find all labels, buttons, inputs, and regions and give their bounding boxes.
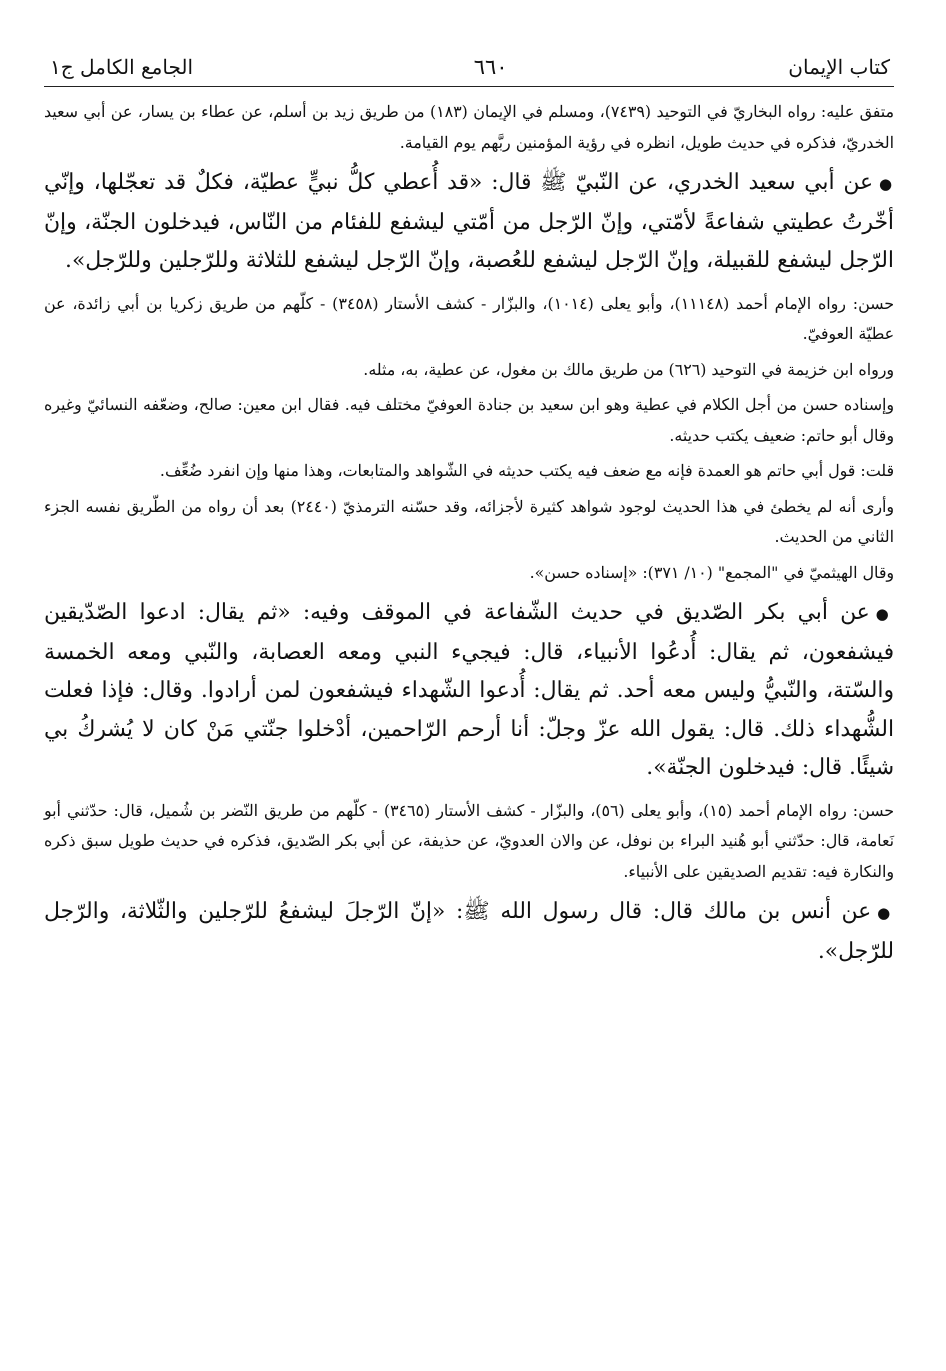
bullet-icon: ● (877, 904, 894, 922)
bullet-icon: ● (875, 605, 894, 623)
hadith-body: عن أنس بن مالك قال: قال رسول الله ﷺ: «إنّ الرّجلَ ليشفعُ للرّجلين والثّلاثة، والرّجل للرّجل». (44, 899, 894, 964)
takhrij-note: وأرى أنه لم يخطئ في هذا الحديث لوجود شواهد كثيرة لأجزائه، وقد حسّنه الترمذيّ (٢٤٤٠) بعد أن رواه من الطّريق نفسه الجزء الثاني من الحديث. (44, 496, 895, 546)
takhrij-note: وإسناده حسن من أجل الكلام في عطية وهو ابن سعيد بن جنادة العوفيّ مختلف فيه. فقال ابن معين: صالح، وضعّفه النسائيّ وغيره وقال أبو حاتم: ضعيف يكتب حديثه. (44, 395, 894, 445)
book-title: كتاب الإيمان (788, 55, 890, 79)
hadith-text (44, 893, 894, 971)
hadith-body: عن أبي سعيد الخدري، عن النّبيّ ﷺ قال: «قد أُعطي كلُّ نبيٍّ عطيّة، فكلٌ قد تعجّلها، وإنّي أخّرتُ عطيتي شفاعةً لأمّتي، وإنّ الرّجل من أمّتي ليشفع للفئام من النّاس، فيدخلون الجنّة، وإنّ الرّجل ليشفع للقبيلة، وإنّ الرّجل ليشفع للعُصبة، وإنّ الرّجل ليشفع للثلاثة وللرّجلين وللرّجل». (44, 170, 894, 273)
hadith-text (44, 164, 894, 281)
takhrij-note: وقال الهيثميّ في "المجمع" (١٠/ ٣٧١): «إسناده حسن». (529, 562, 894, 582)
takhrij-note: متفق عليه: رواه البخاريّ في التوحيد (٧٤٣٩)، ومسلم في الإيمان (١٨٣) من طريق زيد بن أسلم، عن عطاء بن يسار، عن أبي سعيد الخدريّ، فذكره في حديث طويل، انظره في رؤية المؤمنين ربَّهم يوم القيامة. (44, 102, 894, 152)
takhrij-note: حسن: رواه الإمام أحمد (١٥)، وأبو يعلى (٥٦)، والبزّار - كشف الأستار (٣٤٦٥) - كلّهم من طريق النّضر بن شُميل، قال: حدّثني أبو نَعامة، قال: حدّثني أبو هُنيد البراء بن نوفل، عن والان العدويّ، عن حذيفة، عن أبي بكر الصّديق، فذكره في حديث طويل سبق ذكره والنكارة فيه: تقديم الصديقين على الأنبياء. (44, 800, 894, 881)
takhrij-note: ورواه ابن خزيمة في التوحيد (٦٢٦) من طريق مالك بن مغول، عن عطية، به، مثله. (363, 359, 894, 379)
page-header (44, 52, 894, 86)
hadith-body: عن أبي بكر الصّديق في حديث الشّفاعة في الموقف وفيه: «ثم يقال: ادعوا الصّدّيقين فيشفعون، ثم يقال: أُدعُوا الأنبياء، قال: فيجيء النبي ومعه العصابة، والنّبي ومعه الخمسة والسّتة، والنّبيُّ وليس معه أحد. ثم يقال: أُدعوا الشّهداء فيشفعون لمن أرادوا. وقال: فإذا فعلت الشُّهداء ذلك. قال: يقول الله عزّ وجلّ: أنا أرحم الرّاحمين، أدْخلوا جنّتي مَنْ كان لا يُشركُ بي شيئًا. قال: فيدخلون الجنّة». (44, 600, 894, 780)
volume-title: الجامع الكامل ج١ (50, 55, 194, 79)
hadith-text (44, 594, 894, 788)
page-number: ٦٦٠ (473, 55, 508, 79)
takhrij-note: حسن: رواه الإمام أحمد (١١١٤٨)، وأبو يعلى (١٠١٤)، والبزّار - كشف الأستار (٣٤٥٨) - كلّهم من طريق زكريا بن أبي زائدة، عن عطيّة العوفيّ. (44, 293, 894, 343)
bullet-icon: ● (878, 175, 894, 193)
takhrij-note: قلت: قول أبي حاتم هو العمدة فإنه مع ضعف فيه يكتب حديثه في الشّواهد والمتابعات، وهذا منها وإن انفرد ضُعِّف. (159, 461, 894, 480)
header-rule (44, 86, 894, 87)
